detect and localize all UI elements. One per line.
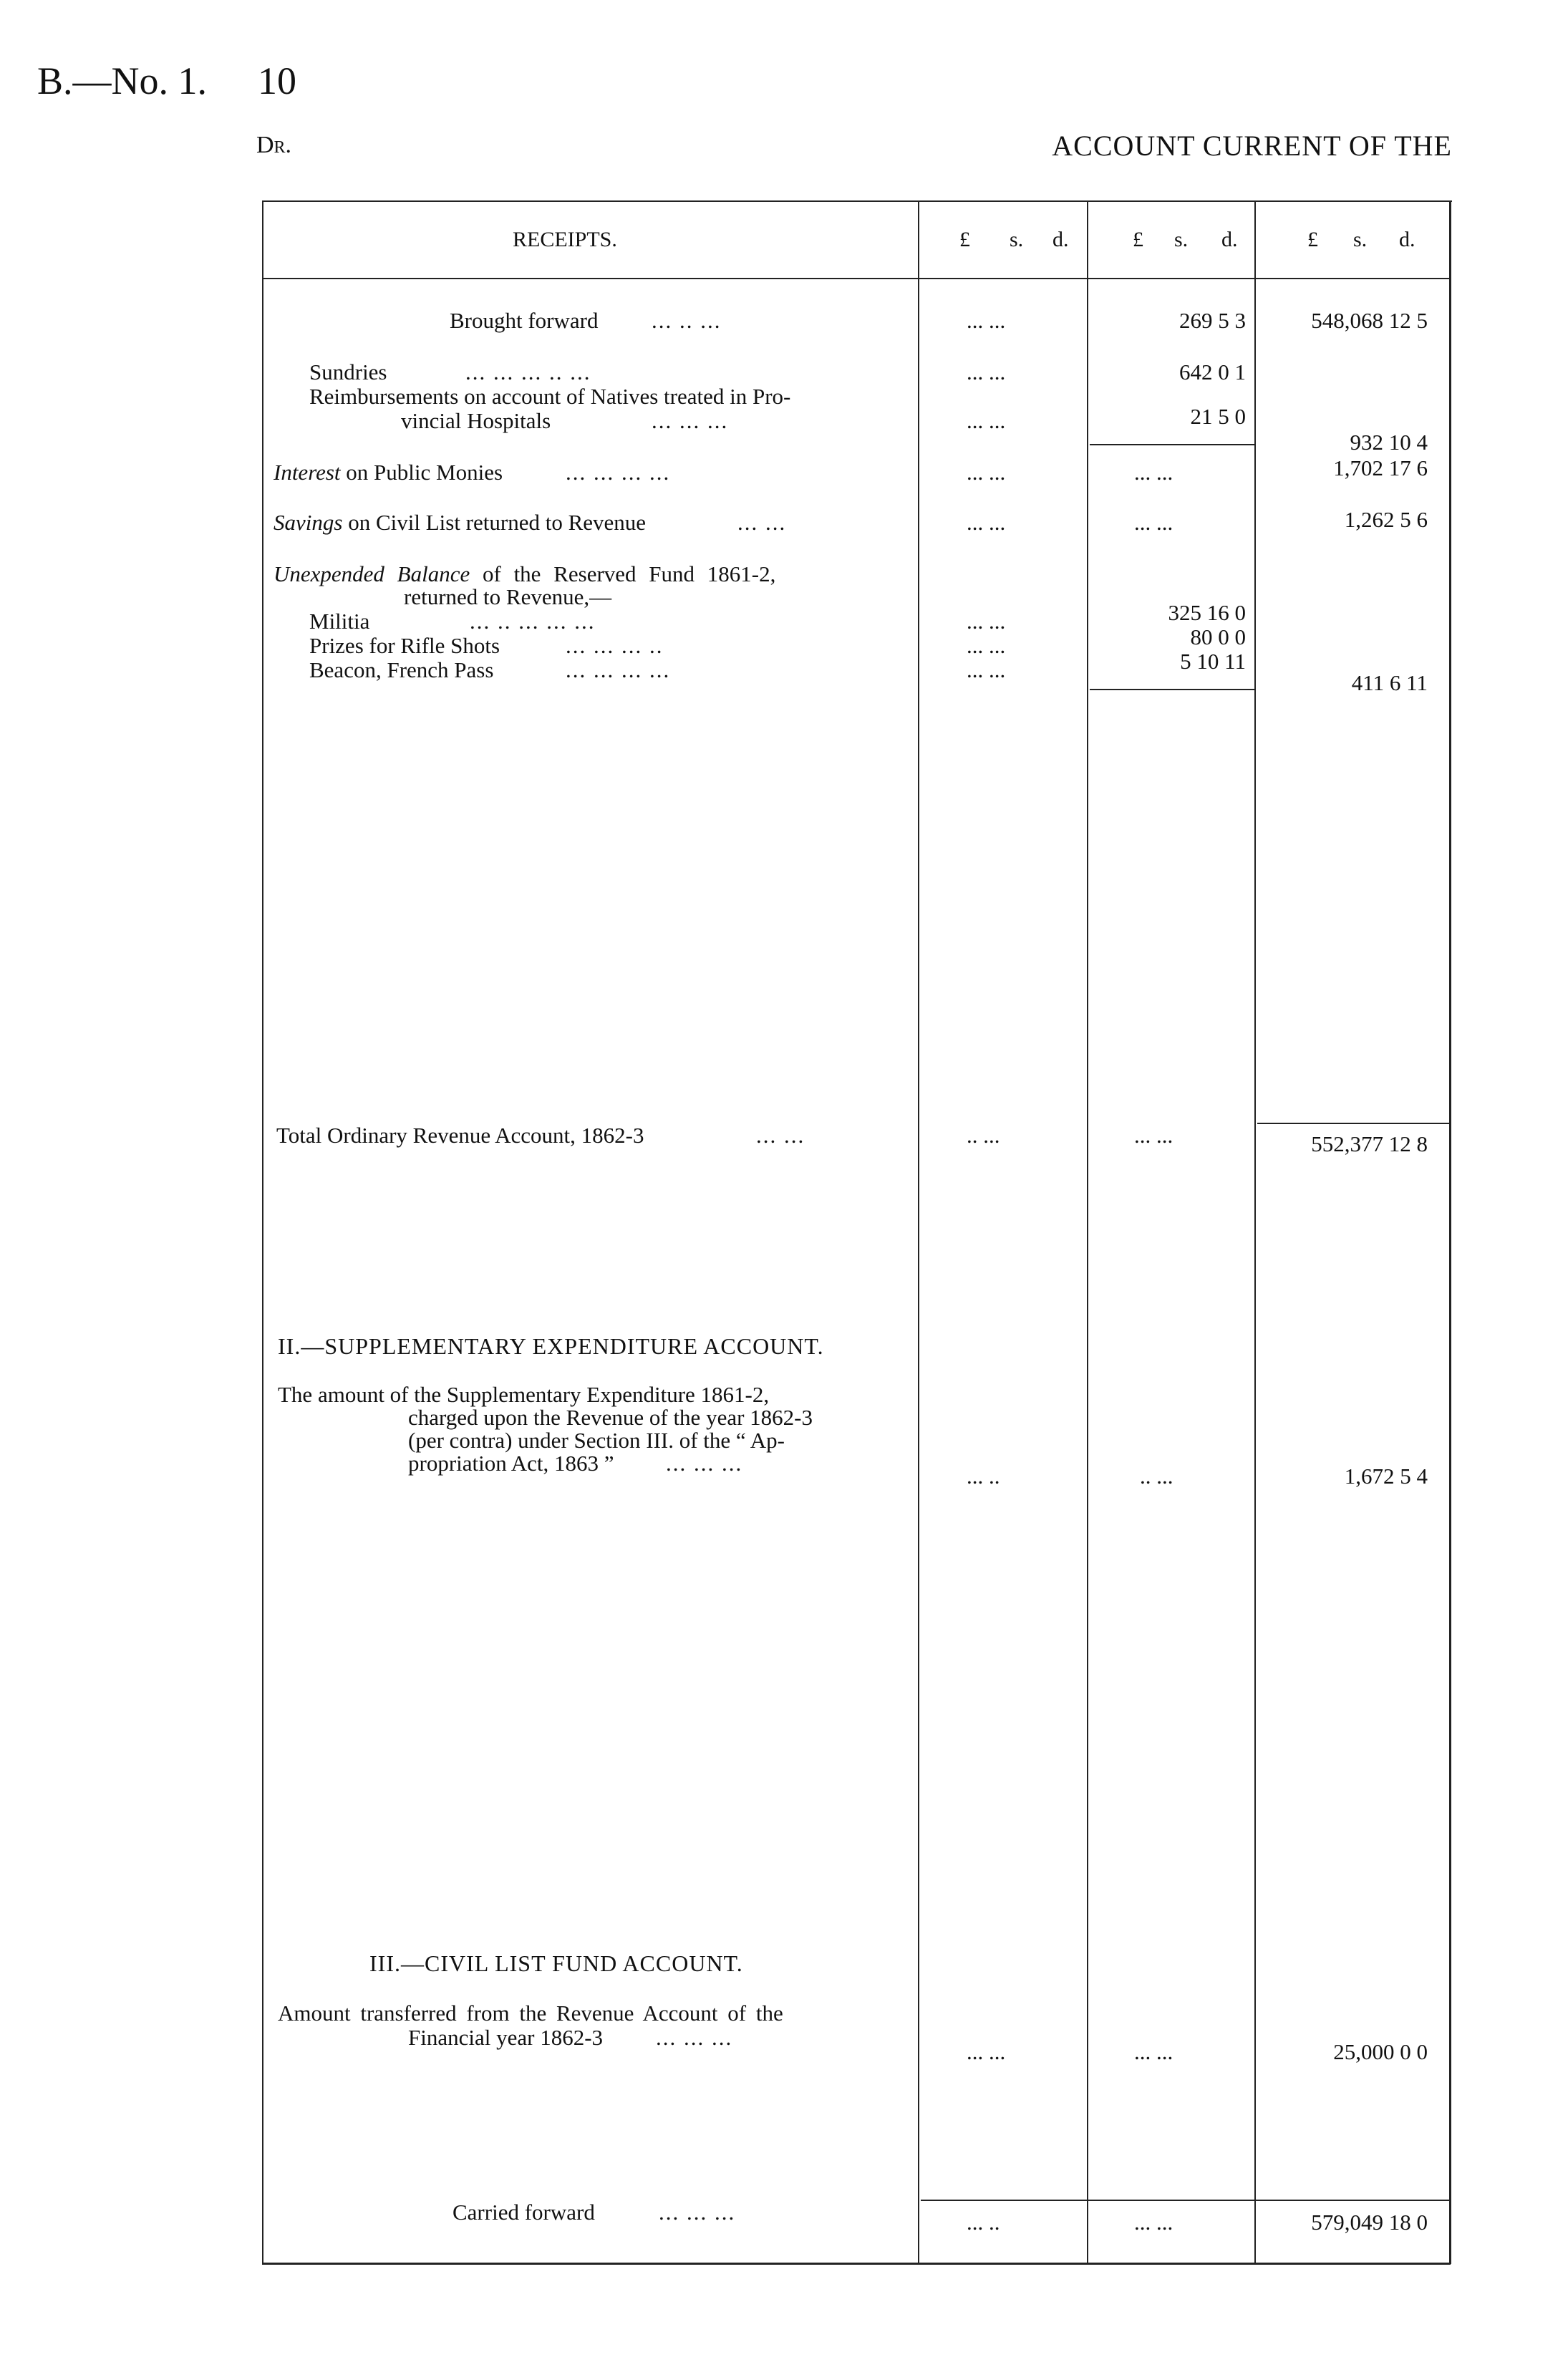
dot-leader: ... ... ... .. ... [465, 359, 591, 384]
col1-value: ... ... [967, 609, 1006, 634]
total-rule [1257, 1123, 1449, 1124]
col2-value: ... ... [1134, 2039, 1173, 2064]
col2-value: 80 0 0 [1190, 624, 1246, 649]
savings-label-em: Savings [274, 510, 343, 535]
pound-header: £ [959, 228, 970, 251]
col2-value: 642 0 1 [1179, 359, 1246, 384]
shilling-header: s. [1353, 228, 1368, 251]
shilling-header: s. [1174, 228, 1189, 251]
beacon-label: Beacon, French Pass [309, 657, 494, 682]
col1-value: ... ... [967, 2039, 1006, 2064]
pence-header: d. [1221, 228, 1238, 251]
debit-side-label: Dr. [256, 132, 292, 158]
unexpended-label [274, 561, 775, 587]
sundries-label: Sundries [309, 359, 387, 384]
page-reference: B.—No. 1. [37, 59, 208, 102]
col2-value: ... ... [1134, 2210, 1173, 2235]
col2-value: 269 5 3 [1179, 308, 1246, 333]
section-heading: III.—CIVIL LIST FUND ACCOUNT. [369, 1950, 743, 1976]
col2-value: ... ... [1134, 510, 1173, 535]
carried-forward-rule [921, 2200, 1449, 2201]
col3-value: 1,702 17 6 [1333, 455, 1428, 480]
shilling-header: s. [1010, 228, 1024, 251]
militia-label: Militia [309, 609, 370, 634]
subtotal-rule [1090, 444, 1254, 445]
column-divider [1087, 200, 1088, 2263]
dot-leader: ... .. ... [652, 308, 722, 333]
col2-value: ... ... [1134, 1123, 1173, 1148]
col2-value: .. ... [1140, 1464, 1173, 1489]
brought-forward-label: Brought forward [450, 308, 599, 333]
table-bottom-border [262, 2263, 1451, 2265]
col2-value: ... ... [1134, 460, 1173, 485]
receipts-header: RECEIPTS. [513, 228, 617, 251]
col3-value: 411 6 11 [1351, 670, 1428, 695]
col1-value: ... ... [967, 510, 1006, 535]
section-text: Amount transferred from the Revenue Account of the [278, 2001, 783, 2026]
carried-forward-label: Carried forward [453, 2200, 595, 2225]
total-ordinary-label: Total Ordinary Revenue Account, 1862-3 [276, 1123, 644, 1148]
col1-value: .. ... [967, 1123, 1000, 1148]
page-number: 10 [258, 59, 296, 102]
savings-label-rest: on Civil List returned to Revenue [342, 510, 647, 535]
prizes-label: Prizes for Rifle Shots [309, 633, 500, 658]
section-text: propriation Act, 1863 ” [408, 1451, 614, 1476]
section-text: charged upon the Revenue of the year 1862-3 [408, 1405, 813, 1430]
dot-leader: ... ... ... ... [566, 460, 671, 485]
pound-header: £ [1307, 228, 1318, 251]
col3-value: 25,000 0 0 [1333, 2039, 1428, 2064]
unexpended-label-em: Unexpended Balance [274, 561, 470, 586]
section-text: Financial year 1862-3 [408, 2025, 604, 2050]
pence-header: d. [1052, 228, 1069, 251]
column-divider [1254, 200, 1256, 2263]
interest-label-rest: on Public Monies [340, 460, 503, 485]
unexpended-label-rest: of the Reserved Fund 1861-2, [470, 561, 776, 586]
col1-value: ... ... [967, 460, 1006, 485]
col2-value: 325 16 0 [1168, 600, 1246, 625]
dot-leader: ... .. ... ... ... [470, 609, 596, 634]
column-divider [918, 200, 919, 2263]
section-text: The amount of the Supplementary Expenditure 1861-2, [278, 1382, 770, 1407]
dot-leader: ... ... ... ... [566, 657, 671, 682]
dot-leader: ... ... [756, 1123, 805, 1148]
col3-value: 548,068 12 5 [1311, 308, 1428, 333]
col1-value: ... .. [967, 2210, 1000, 2235]
header-rule [262, 278, 1451, 279]
unexpended-label-cont: returned to Revenue,— [404, 584, 612, 609]
col3-value: 552,377 12 8 [1311, 1131, 1428, 1156]
subtotal-rule [1090, 689, 1254, 690]
col1-value: ... ... [967, 359, 1006, 384]
pence-header: d. [1399, 228, 1415, 251]
table-right-border [1449, 200, 1451, 2264]
col1-value: ... ... [967, 308, 1006, 333]
dot-leader: ... ... ... [659, 2200, 736, 2225]
savings-label [274, 510, 646, 536]
col3-value: 1,672 5 4 [1344, 1464, 1428, 1489]
dot-leader: ... ... ... [652, 408, 729, 433]
section-heading: II.—SUPPLEMENTARY EXPENDITURE ACCOUNT. [278, 1333, 824, 1359]
pound-header: £ [1133, 228, 1143, 251]
dot-leader: ... ... ... .. [566, 633, 664, 658]
col2-value: 21 5 0 [1190, 404, 1246, 429]
col1-value: ... .. [967, 1464, 1000, 1489]
interest-label [274, 460, 503, 485]
section-text: (per contra) under Section III. of the “ Ap- [408, 1428, 785, 1453]
col2-value: 5 10 11 [1180, 649, 1246, 674]
col1-value: ... ... [967, 657, 1006, 682]
col3-subtotal: 932 10 4 [1350, 430, 1428, 455]
col1-value: ... ... [967, 408, 1006, 433]
interest-label-em: Interest [274, 460, 341, 485]
reimbursements-label-cont: vincial Hospitals [401, 408, 551, 433]
dot-leader: ... ... ... [656, 2025, 733, 2050]
reimbursements-label: Reimbursements on account of Natives treated in Pro- [309, 384, 791, 409]
page-title: ACCOUNT CURRENT OF THE [1052, 130, 1452, 162]
col1-value: ... ... [967, 633, 1006, 658]
col3-value: 1,262 5 6 [1344, 507, 1428, 532]
dot-leader: ... ... [737, 510, 787, 535]
dot-leader: ... ... ... [666, 1451, 743, 1476]
col3-value: 579,049 18 0 [1311, 2210, 1428, 2235]
